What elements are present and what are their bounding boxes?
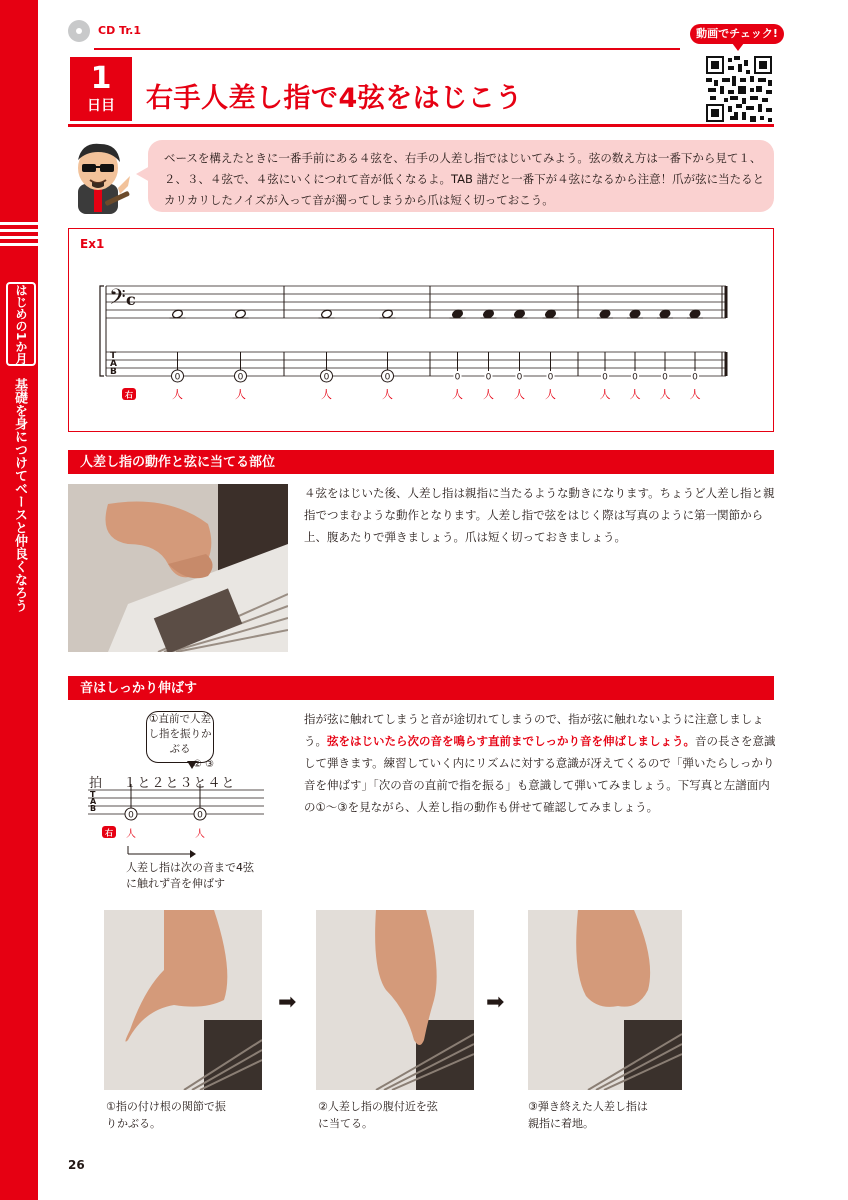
time-signature: c (126, 290, 136, 309)
photo-finger-plucking (68, 484, 288, 652)
tab-fret-number: 0 (485, 372, 492, 383)
tab-fret-number: 0 (174, 372, 181, 383)
diagram-hand-label: 右 (105, 828, 113, 838)
day-unit: 日目 (87, 98, 115, 114)
finger-mark: 人 (452, 388, 463, 401)
section-heading-sustain: 音はしっかり伸ばす (68, 676, 774, 700)
finger-mark: 人 (321, 388, 332, 401)
section2-text-before: 指が弦に触れてしまうと音が途切れてしまうので、指が弦に触れないように注意しましょう。 (304, 712, 764, 748)
header-rule-top (94, 48, 680, 50)
note-head (599, 309, 611, 319)
note-head (483, 309, 495, 319)
tab-letter-t: T (110, 351, 117, 361)
beat-label: 拍 (89, 776, 104, 791)
photo-step-2-illustration (316, 910, 474, 1090)
day-number: 1 (90, 61, 112, 96)
photo-step-1-illustration (104, 910, 262, 1090)
note-head (172, 309, 184, 319)
page-title: 右手人差し指で4弦をはじこう (146, 83, 523, 114)
tab-fret-number: 0 (662, 372, 668, 383)
tab-fret-number: 0 (632, 372, 638, 383)
tab-fret-number: 0 (454, 372, 461, 383)
day-badge (70, 57, 132, 121)
note-head (452, 309, 464, 319)
note-head (321, 309, 333, 319)
photo-step-3 (528, 910, 682, 1090)
mascot-character-icon (68, 138, 132, 218)
chapter-title: 基礎を身につけてベースと仲良くなろう (12, 378, 27, 612)
note-head (659, 309, 671, 319)
note-head (514, 309, 526, 319)
tab-fret-number: 0 (237, 372, 244, 383)
section2-text-highlight: 弦をはじいたら次の音を鳴らす直前までしっかり音を伸ばしましょう。 (327, 734, 695, 748)
tab-fret-number: 0 (516, 372, 523, 383)
note-head (545, 309, 557, 319)
finger-mark: 人 (629, 388, 641, 401)
example-label: Ex1 (80, 237, 105, 251)
photo-step-1 (104, 910, 262, 1090)
tab-fret-number: 0 (384, 372, 391, 383)
video-check-badge: 動画でチェック! (690, 24, 784, 44)
diagram-finger-2: 人 (195, 829, 205, 840)
diagram-finger-1: 人 (126, 829, 136, 840)
hand-label: 右 (125, 390, 133, 400)
photo-caption-3: ③弾き終えた人差し指は親指に着地。 (528, 1100, 648, 1130)
header-rule-bottom (68, 124, 774, 127)
photo-step-2 (316, 910, 474, 1090)
note-head (629, 309, 641, 319)
finger-mark: 人 (514, 388, 525, 401)
ex1-notes (122, 309, 703, 401)
arrow-right-icon: ➡ (486, 990, 505, 1015)
diagram-fret-1: 0 (128, 810, 134, 821)
tab-letter-a: A (110, 359, 117, 369)
cd-track-label: CD Tr.1 (98, 24, 142, 37)
tab-fret-number: 0 (692, 372, 698, 383)
diagram-tab-t: T (90, 790, 96, 799)
sustain-arrow-icon (126, 846, 196, 860)
finger-mark: 人 (483, 388, 494, 401)
finger-mark: 人 (659, 388, 671, 401)
intro-text: ベースを構えたときに一番手前にある４弦を、右手の人差し指ではじいてみよう。弦の数え方は一番下から見て１、２、３、４弦で、４弦にいくにつれて音が低くなるよ。TAB 譜だと一番下が４弦になるから注意！爪が弦に当たるとカリカリしたノイズが入って音が濁ってしまうから爪は短く切っておこう。 (164, 151, 765, 207)
page-number: 26 (68, 1158, 85, 1172)
finger-mark: 人 (172, 388, 183, 401)
ex1-score (96, 276, 736, 406)
chapter-tag: はじめの1か月 (6, 282, 36, 366)
tab-fret-number: 0 (602, 372, 608, 383)
diagram-tab (84, 780, 270, 846)
diagram-note: 人差し指は次の音まで4弦に触れず音を伸ばす (126, 861, 254, 890)
finger-mark: 人 (235, 388, 246, 401)
finger-mark: 人 (382, 388, 393, 401)
tab-letter-b: B (110, 367, 117, 377)
photo-step-3-illustration (528, 910, 682, 1090)
finger-mark: 人 (599, 388, 611, 401)
tab-fret-number: 0 (323, 372, 330, 383)
diagram-circled-marks: ② ③ (193, 759, 215, 770)
bass-clef: 𝄢 (109, 285, 126, 315)
side-band-stripes (0, 222, 38, 256)
photo-caption-2: ②人差し指の腹付近を弦に当てる。 (318, 1100, 438, 1130)
finger-mark: 人 (689, 388, 701, 401)
section1-body: ４弦をはじいた後、人差し指は親指に当たるような動きになります。ちょうど人差し指と親指でつまむような動作となります。人差し指で弦をはじく際は写真のように第一関節から上、腹あたりで弾きましょう。爪は短く切っておきましょう。 (304, 486, 775, 544)
qr-code-icon[interactable] (706, 56, 772, 122)
tab-fret-number: 0 (547, 372, 554, 383)
note-head (382, 309, 394, 319)
note-head (689, 309, 701, 319)
photo-illustration (68, 484, 288, 652)
section2-text-after: 音の長さを意識して弾きます。練習していく内にリズムに対する意識が冴えてくるので「弾いたらしっかり音を伸ばす」「次の音の直前で指を振る」も意識して弾いてみましょう。下写真と左譜面内の①〜③を見ながら、人差し指の動作も併せて確認してみましょう。 (304, 734, 776, 814)
diagram-tab-b: B (90, 804, 97, 813)
arrow-right-icon: ➡ (278, 990, 297, 1015)
photo-caption-1: ①指の付け根の関節で振りかぶる。 (106, 1100, 226, 1130)
diagram-fret-2: 0 (197, 810, 203, 821)
diagram-tab-a: A (90, 797, 97, 806)
beat-counts: １と２と３と４と (123, 776, 236, 791)
cd-icon (68, 20, 90, 42)
section2-body (304, 708, 776, 818)
section-heading-finger-motion: 人差し指の動作と弦に当てる部位 (68, 450, 774, 474)
diagram-callout: ①直前で人差し指を振りかぶる (146, 711, 214, 763)
note-head (235, 309, 247, 319)
finger-mark: 人 (545, 388, 556, 401)
